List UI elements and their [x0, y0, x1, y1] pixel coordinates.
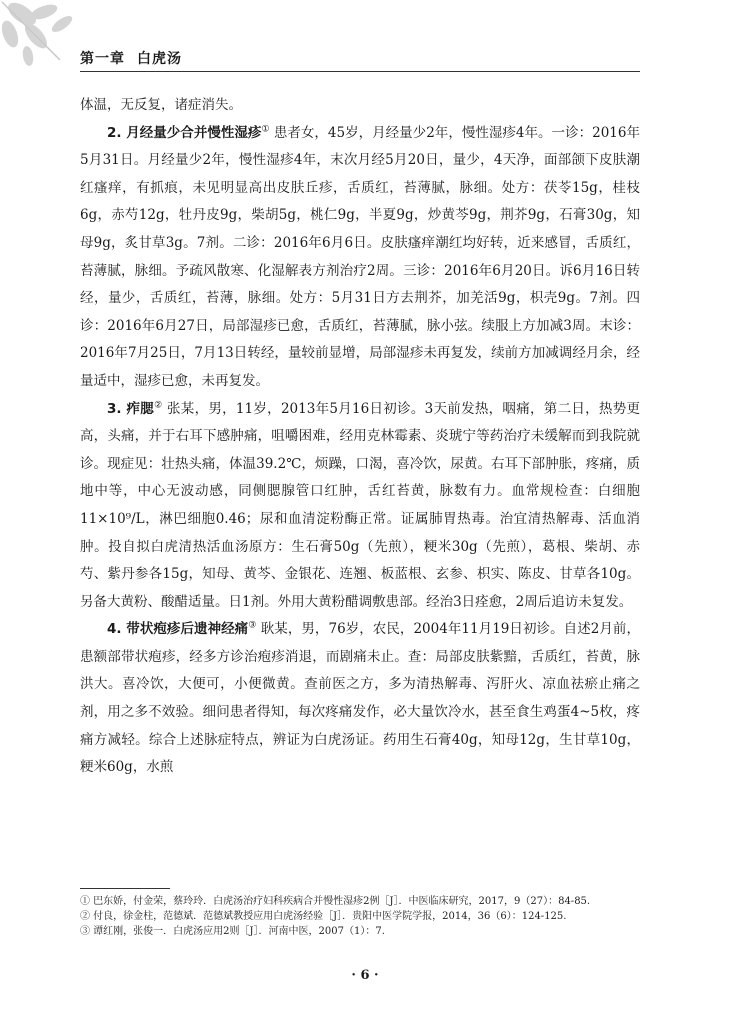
footnote-ref-1: ①: [261, 124, 270, 135]
footnotes: [80, 894, 640, 939]
case-4-title: 4. 带状疱疹后遗神经痛: [107, 621, 249, 638]
case-2-text: 患者女，45岁，月经量少2年，慢性湿疹4年。一诊：2016年5月31日。月经量少2年，慢性湿疹4年，末次月经5月20日，量少，4天净，面部颌下皮肤潮红瘙痒，有抓痕，未见明显高出皮肤丘疹，舌质红，苔薄腻，脉细。处方：茯苓15g，桂枝6g，赤芍12g，牡丹皮9g，柴胡5g，桃仁9g，半夏9g，炒黄芩9g，荆芥9g，石膏30g，知母9g，炙甘草3g。7剂。二诊：2016年6月6日。皮肤瘙痒潮红均好转，近来感冒，舌质红，苔薄腻，脉细。予疏风散寒、化湿解表方剂治疗2周。三诊：2016年6月20日。诉6月16日转经，量少，舌质红，苔薄，脉细。处方：5月31日方去荆芥，加羌活9g，枳壳9g。7剂。四诊：2016年6月27日，局部湿疹已愈，舌质红，苔薄腻，脉小弦。续服上方加减3周。末诊：2016年7月25日，7月13日转经，量较前显增，局部湿疹未再复发，续前方加减调经月余，经量适中，湿疹已愈，未再复发。: [80, 124, 640, 389]
footnote-1: ① 巴东娇，付金荣，蔡玲玲．白虎汤治疗妇科疾病合并慢性湿疹2例［J］．中医临床研究，2017，9（27）：84-85.: [80, 896, 591, 907]
footnote-2: ② 付良，徐金柱，范德斌．范德斌教授应用白虎汤经验［J］．贵阳中医学院学报，2014，36（6）：124-125.: [80, 911, 567, 922]
page-number: · 6 ·: [351, 968, 379, 983]
paragraph-intro: 体温，无反复，诸症消失。: [80, 97, 242, 113]
running-header: [80, 48, 640, 68]
chapter-label: 第一章: [80, 51, 125, 67]
footnote-rule: [80, 888, 170, 889]
footnote-ref-2: ②: [154, 400, 163, 411]
chapter-title: 白虎汤: [137, 51, 182, 67]
leaf-decoration-icon: [0, 0, 90, 70]
paragraph-case-2: [80, 120, 640, 396]
header-rule: [80, 71, 640, 72]
case-3-text: 张某，男，11岁，2013年5月16日初诊。3天前发热，咽痛，第二日，热势更高，头痛，并于右耳下感肿痛，咀嚼困难，经用克林霉素、炎琥宁等药治疗未缓解而到我院就诊。现症见：壮热头痛，体温39.2℃，烦躁，口渴，喜冷饮，尿黄。右耳下部肿胀，疼痛，质地中等，中心无波动感，同侧腮腺管口红肿，舌红苔黄，脉数有力。血常规检查：白细胞11×10⁹/L，淋巴细胞0.46；尿和血清淀粉酶正常。证属肺胃热毒。治宜清热解毒、活血消肿。投自拟白虎清热活血汤原方：生石膏50g（先煎），粳米30g（先煎），葛根、柴胡、赤芍、紫丹参各15g，知母、黄芩、金银花、连翘、板蓝根、玄参、枳实、陈皮、甘草各10g。另备大黄粉、酸醋适量。日1剂。外用大黄粉醋调敷患部。经治3日痊愈，2周后追访未复发。: [80, 400, 640, 610]
main-text: [80, 92, 640, 782]
case-4-text: 耿某，男，76岁，农民，2004年11月19日初诊。自述2月前，患额部带状疱疹，经多方诊治疱疹消退，而剧痛未止。查：局部皮肤紫黯，舌质红，苔黄，脉洪大。喜冷饮，大便可，小便微黄。查前医之方，多为清热解毒、泻肝火、凉血祛瘀止痛之剂，用之多不效验。细问患者得知，每次疼痛发作，必大量饮冷水，甚至食生鸡蛋4~5枚，疼痛方减轻。综合上述脉症特点，辨证为白虎汤证。药用生石膏40g，知母12g，生甘草10g，粳米60g，水煎: [80, 621, 640, 776]
paragraph-case-3: [80, 396, 640, 617]
case-3-title: 3. 痄腮: [107, 400, 155, 417]
paragraph-case-4: [80, 616, 640, 782]
footnote-ref-3: ③: [248, 620, 257, 631]
case-2-title: 2. 月经量少合并慢性湿疹: [107, 124, 262, 141]
footnote-3: ③ 谭红刚，张俊一．白虎汤应用2则［J］．河南中医，2007（1）：7.: [80, 926, 385, 937]
